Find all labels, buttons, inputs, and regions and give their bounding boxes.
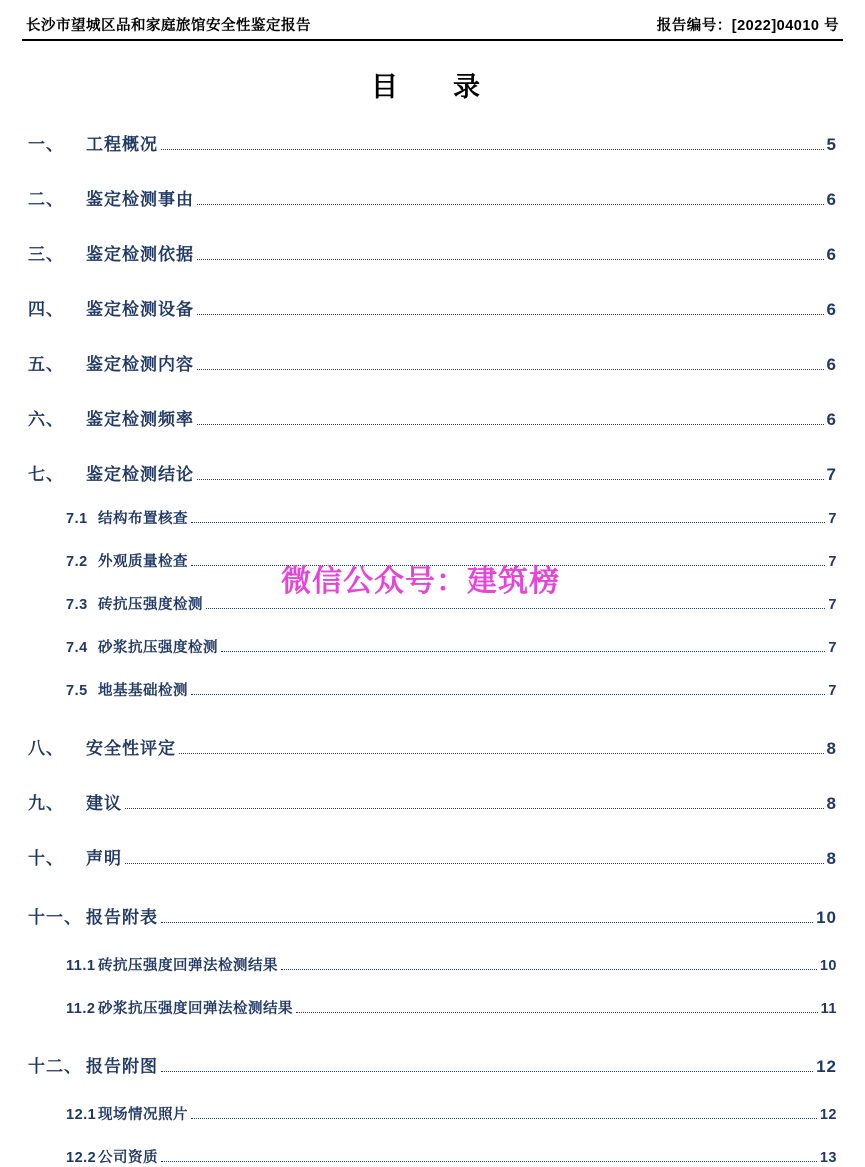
toc-entry-page: 10 [819,958,837,974]
toc-leader-dots [125,808,824,809]
toc-leader-dots [206,608,825,609]
toc-entry-page: 8 [826,794,837,813]
toc-leader-dots [197,314,824,315]
toc-entry-label: 现场情况照片 [98,1107,188,1123]
toc-leader-dots [281,969,817,970]
toc-entry-label: 鉴定检测事由 [86,190,194,209]
toc-entry-page: 7 [826,465,837,484]
toc-entry-page: 6 [826,245,837,264]
toc-entry[interactable] [66,636,837,657]
toc-entry[interactable] [66,997,837,1018]
toc-entry-number: 7.1 [66,511,88,527]
toc-entry-label: 鉴定检测结论 [86,465,194,484]
toc-entry-number: 八、 [28,739,64,758]
toc-entry-number: 7.4 [66,640,88,656]
header-document-title: 长沙市望城区品和家庭旅馆安全性鉴定报告 [26,18,311,34]
toc-leader-dots [191,1118,817,1119]
toc-entry-label: 地基基础检测 [98,683,188,699]
toc-entry[interactable] [66,593,837,614]
toc-entry-number: 7.2 [66,554,88,570]
toc-entry-page: 7 [828,554,837,570]
toc-entry-label: 声明 [86,849,122,868]
header-report-number [657,14,839,35]
toc-entry[interactable] [66,550,837,571]
toc-entry-number: 12.2 [66,1150,97,1166]
toc-entry-page: 7 [828,511,837,527]
toc-entry[interactable] [28,185,837,210]
toc-entry-page: 7 [828,597,837,613]
toc-entry[interactable] [28,844,837,869]
toc-entry-number: 九、 [28,794,64,813]
toc-entry-number: 十二、 [28,1057,82,1076]
toc-entry-page: 12 [816,1057,837,1076]
toc-leader-dots [161,1071,813,1072]
toc-entry[interactable] [28,295,837,320]
watermark: 微信公众号：建筑榜 [281,565,560,598]
toc-leader-dots [161,149,824,150]
toc-entry-label: 砂浆抗压强度回弹法检测结果 [98,1001,293,1017]
toc-entry[interactable] [66,507,837,528]
toc-entry-page: 7 [828,640,837,656]
toc-entry-label: 结构布置核查 [98,511,188,527]
toc-entry-page: 5 [826,135,837,154]
toc-entry-label: 工程概况 [86,135,158,154]
toc-entry[interactable] [28,240,837,265]
toc-leader-dots [197,259,824,260]
toc-leader-dots [179,753,824,754]
toc-entry[interactable] [66,954,837,975]
toc-leader-dots [197,479,824,480]
toc-entry-label: 鉴定检测设备 [86,300,194,319]
toc-entry-label: 报告附图 [86,1057,158,1076]
toc-entry[interactable] [28,130,837,155]
toc-entry-page: 7 [828,683,837,699]
toc-entry-number: 十、 [28,849,64,868]
toc-entry[interactable] [28,734,837,759]
toc-leader-dots [197,204,824,205]
toc-entry-label: 砖抗压强度检测 [98,597,203,613]
toc-entry-number: 五、 [28,355,64,374]
toc-leader-dots [296,1012,818,1013]
toc-leader-dots [125,863,824,864]
report-number-value: [2022]04010 号 [731,18,839,34]
toc-entry[interactable] [28,903,837,928]
toc-entry-page: 6 [826,410,837,429]
toc-leader-dots [161,1161,817,1162]
toc-entry-label: 鉴定检测依据 [86,245,194,264]
toc-entry-page: 6 [826,190,837,209]
toc-leader-dots [221,651,825,652]
toc-entry-page: 6 [826,300,837,319]
toc-entry-number: 六、 [28,410,64,429]
toc-entry-number: 11.2 [66,1001,96,1017]
toc-entry-page: 10 [816,908,837,927]
toc-entry-number: 一、 [28,135,64,154]
toc-entry[interactable] [28,350,837,375]
toc-leader-dots [197,424,824,425]
toc-entry-number: 四、 [28,300,64,319]
toc-entry-number: 11.1 [66,958,96,974]
page-header [22,0,843,41]
toc-entry-page: 8 [826,849,837,868]
page-title: 目 录 [371,72,494,102]
table-of-contents [28,130,837,1167]
toc-entry-label: 公司资质 [98,1150,158,1166]
toc-entry[interactable] [28,460,837,485]
toc-leader-dots [161,922,813,923]
toc-entry-number: 7.5 [66,683,88,699]
toc-entry-label: 鉴定检测频率 [86,410,194,429]
toc-entry-number: 七、 [28,465,64,484]
report-number-label: 报告编号： [656,18,732,34]
toc-entry-label: 砂浆抗压强度检测 [98,640,218,656]
toc-entry-page: 12 [819,1107,837,1123]
toc-leader-dots [191,694,825,695]
toc-leader-dots [191,522,825,523]
toc-entry-number: 12.1 [66,1107,97,1123]
toc-entry[interactable] [28,789,837,814]
toc-entry[interactable] [28,405,837,430]
toc-entry-number: 三、 [28,245,64,264]
toc-entry-number: 二、 [28,190,64,209]
toc-entry-page: 8 [826,739,837,758]
toc-entry-page: 6 [826,355,837,374]
toc-leader-dots [191,565,825,566]
toc-entry-label: 砖抗压强度回弹法检测结果 [98,958,278,974]
toc-entry-number: 十一、 [28,908,82,927]
toc-entry-label: 报告附表 [86,908,158,927]
toc-entry-number: 7.3 [66,597,88,613]
toc-entry[interactable] [66,1103,837,1124]
toc-entry[interactable] [66,1146,837,1167]
toc-entry[interactable] [66,679,837,700]
toc-entry-label: 鉴定检测内容 [86,355,194,374]
toc-entry-label: 安全性评定 [86,739,176,758]
toc-entry-page: 11 [820,1001,837,1017]
toc-entry[interactable] [28,1052,837,1077]
toc-entry-page: 13 [819,1150,837,1166]
toc-entry-label: 外观质量检查 [98,554,188,570]
toc-entry-label: 建议 [86,794,122,813]
toc-leader-dots [197,369,824,370]
